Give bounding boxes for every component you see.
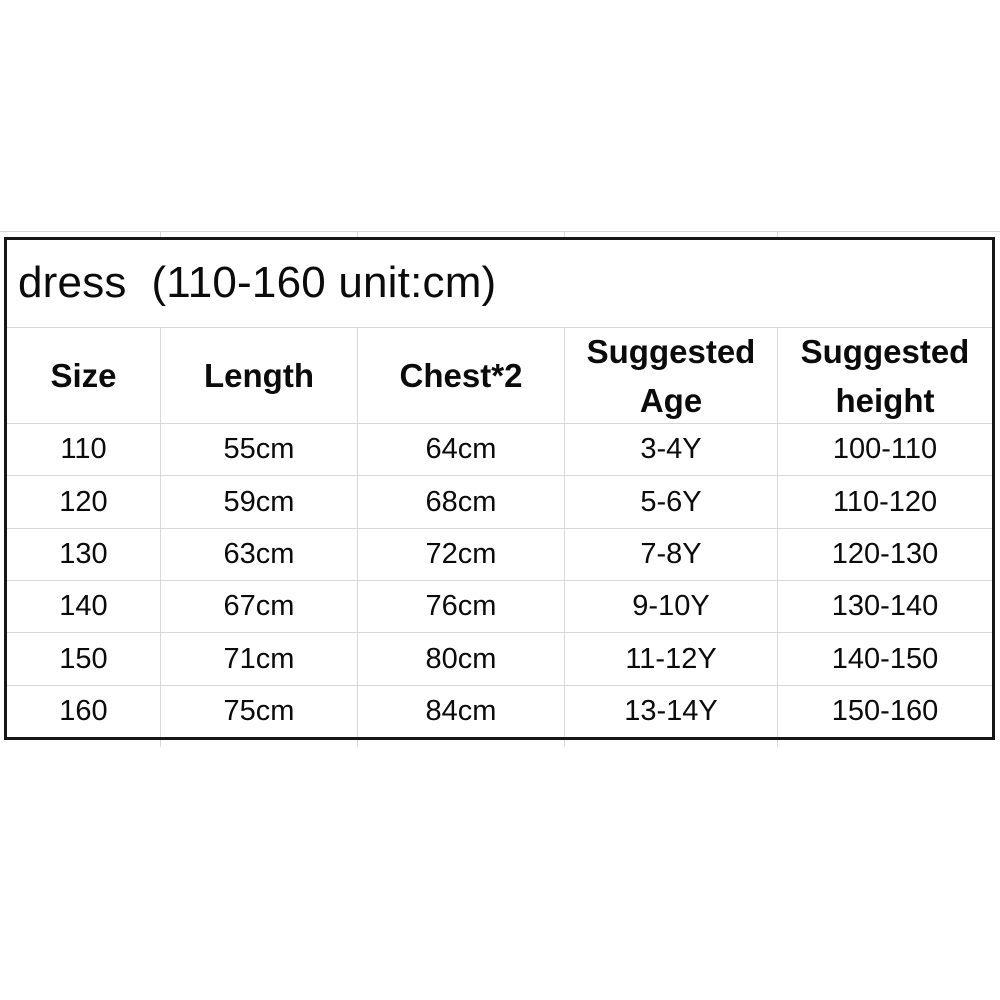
- cell-length: 75cm: [160, 685, 357, 737]
- cell-length: 55cm: [160, 423, 357, 475]
- cell-age: 7-8Y: [564, 528, 777, 580]
- cell-age: 9-10Y: [564, 580, 777, 632]
- cell-chest: 80cm: [357, 632, 564, 684]
- cell-age: 13-14Y: [564, 685, 777, 737]
- spreadsheet-gridline-stub: [564, 740, 565, 747]
- cell-length: 59cm: [160, 475, 357, 527]
- spreadsheet-gridline-stub: [357, 740, 358, 747]
- cell-chest: 68cm: [357, 475, 564, 527]
- cell-size: 150: [7, 632, 160, 684]
- column-header-length: Length: [160, 327, 357, 423]
- cell-height: 110-120: [777, 475, 992, 527]
- table-title: dress (110-160 unit:cm): [18, 258, 497, 308]
- column-header-suggested-height: Suggested height: [777, 327, 992, 423]
- column-header-suggested-age: Suggested Age: [564, 327, 777, 423]
- cell-size: 130: [7, 528, 160, 580]
- column-header-chest: Chest*2: [357, 327, 564, 423]
- cell-age: 11-12Y: [564, 632, 777, 684]
- cell-height: 150-160: [777, 685, 992, 737]
- column-header-size: Size: [7, 327, 160, 423]
- cell-size: 110: [7, 423, 160, 475]
- cell-size: 120: [7, 475, 160, 527]
- spreadsheet-gridline-stub: [777, 740, 778, 747]
- cell-height: 140-150: [777, 632, 992, 684]
- spreadsheet-gridline-stub: [160, 740, 161, 747]
- cell-size: 140: [7, 580, 160, 632]
- cell-chest: 76cm: [357, 580, 564, 632]
- cell-chest: 72cm: [357, 528, 564, 580]
- cell-size: 160: [7, 685, 160, 737]
- cell-age: 3-4Y: [564, 423, 777, 475]
- cell-height: 130-140: [777, 580, 992, 632]
- cell-age: 5-6Y: [564, 475, 777, 527]
- cell-length: 67cm: [160, 580, 357, 632]
- cell-height: 120-130: [777, 528, 992, 580]
- spreadsheet-gridline-top: [0, 231, 1000, 232]
- cell-length: 63cm: [160, 528, 357, 580]
- cell-chest: 84cm: [357, 685, 564, 737]
- cell-length: 71cm: [160, 632, 357, 684]
- size-chart-table: [4, 237, 995, 740]
- cell-height: 100-110: [777, 423, 992, 475]
- cell-chest: 64cm: [357, 423, 564, 475]
